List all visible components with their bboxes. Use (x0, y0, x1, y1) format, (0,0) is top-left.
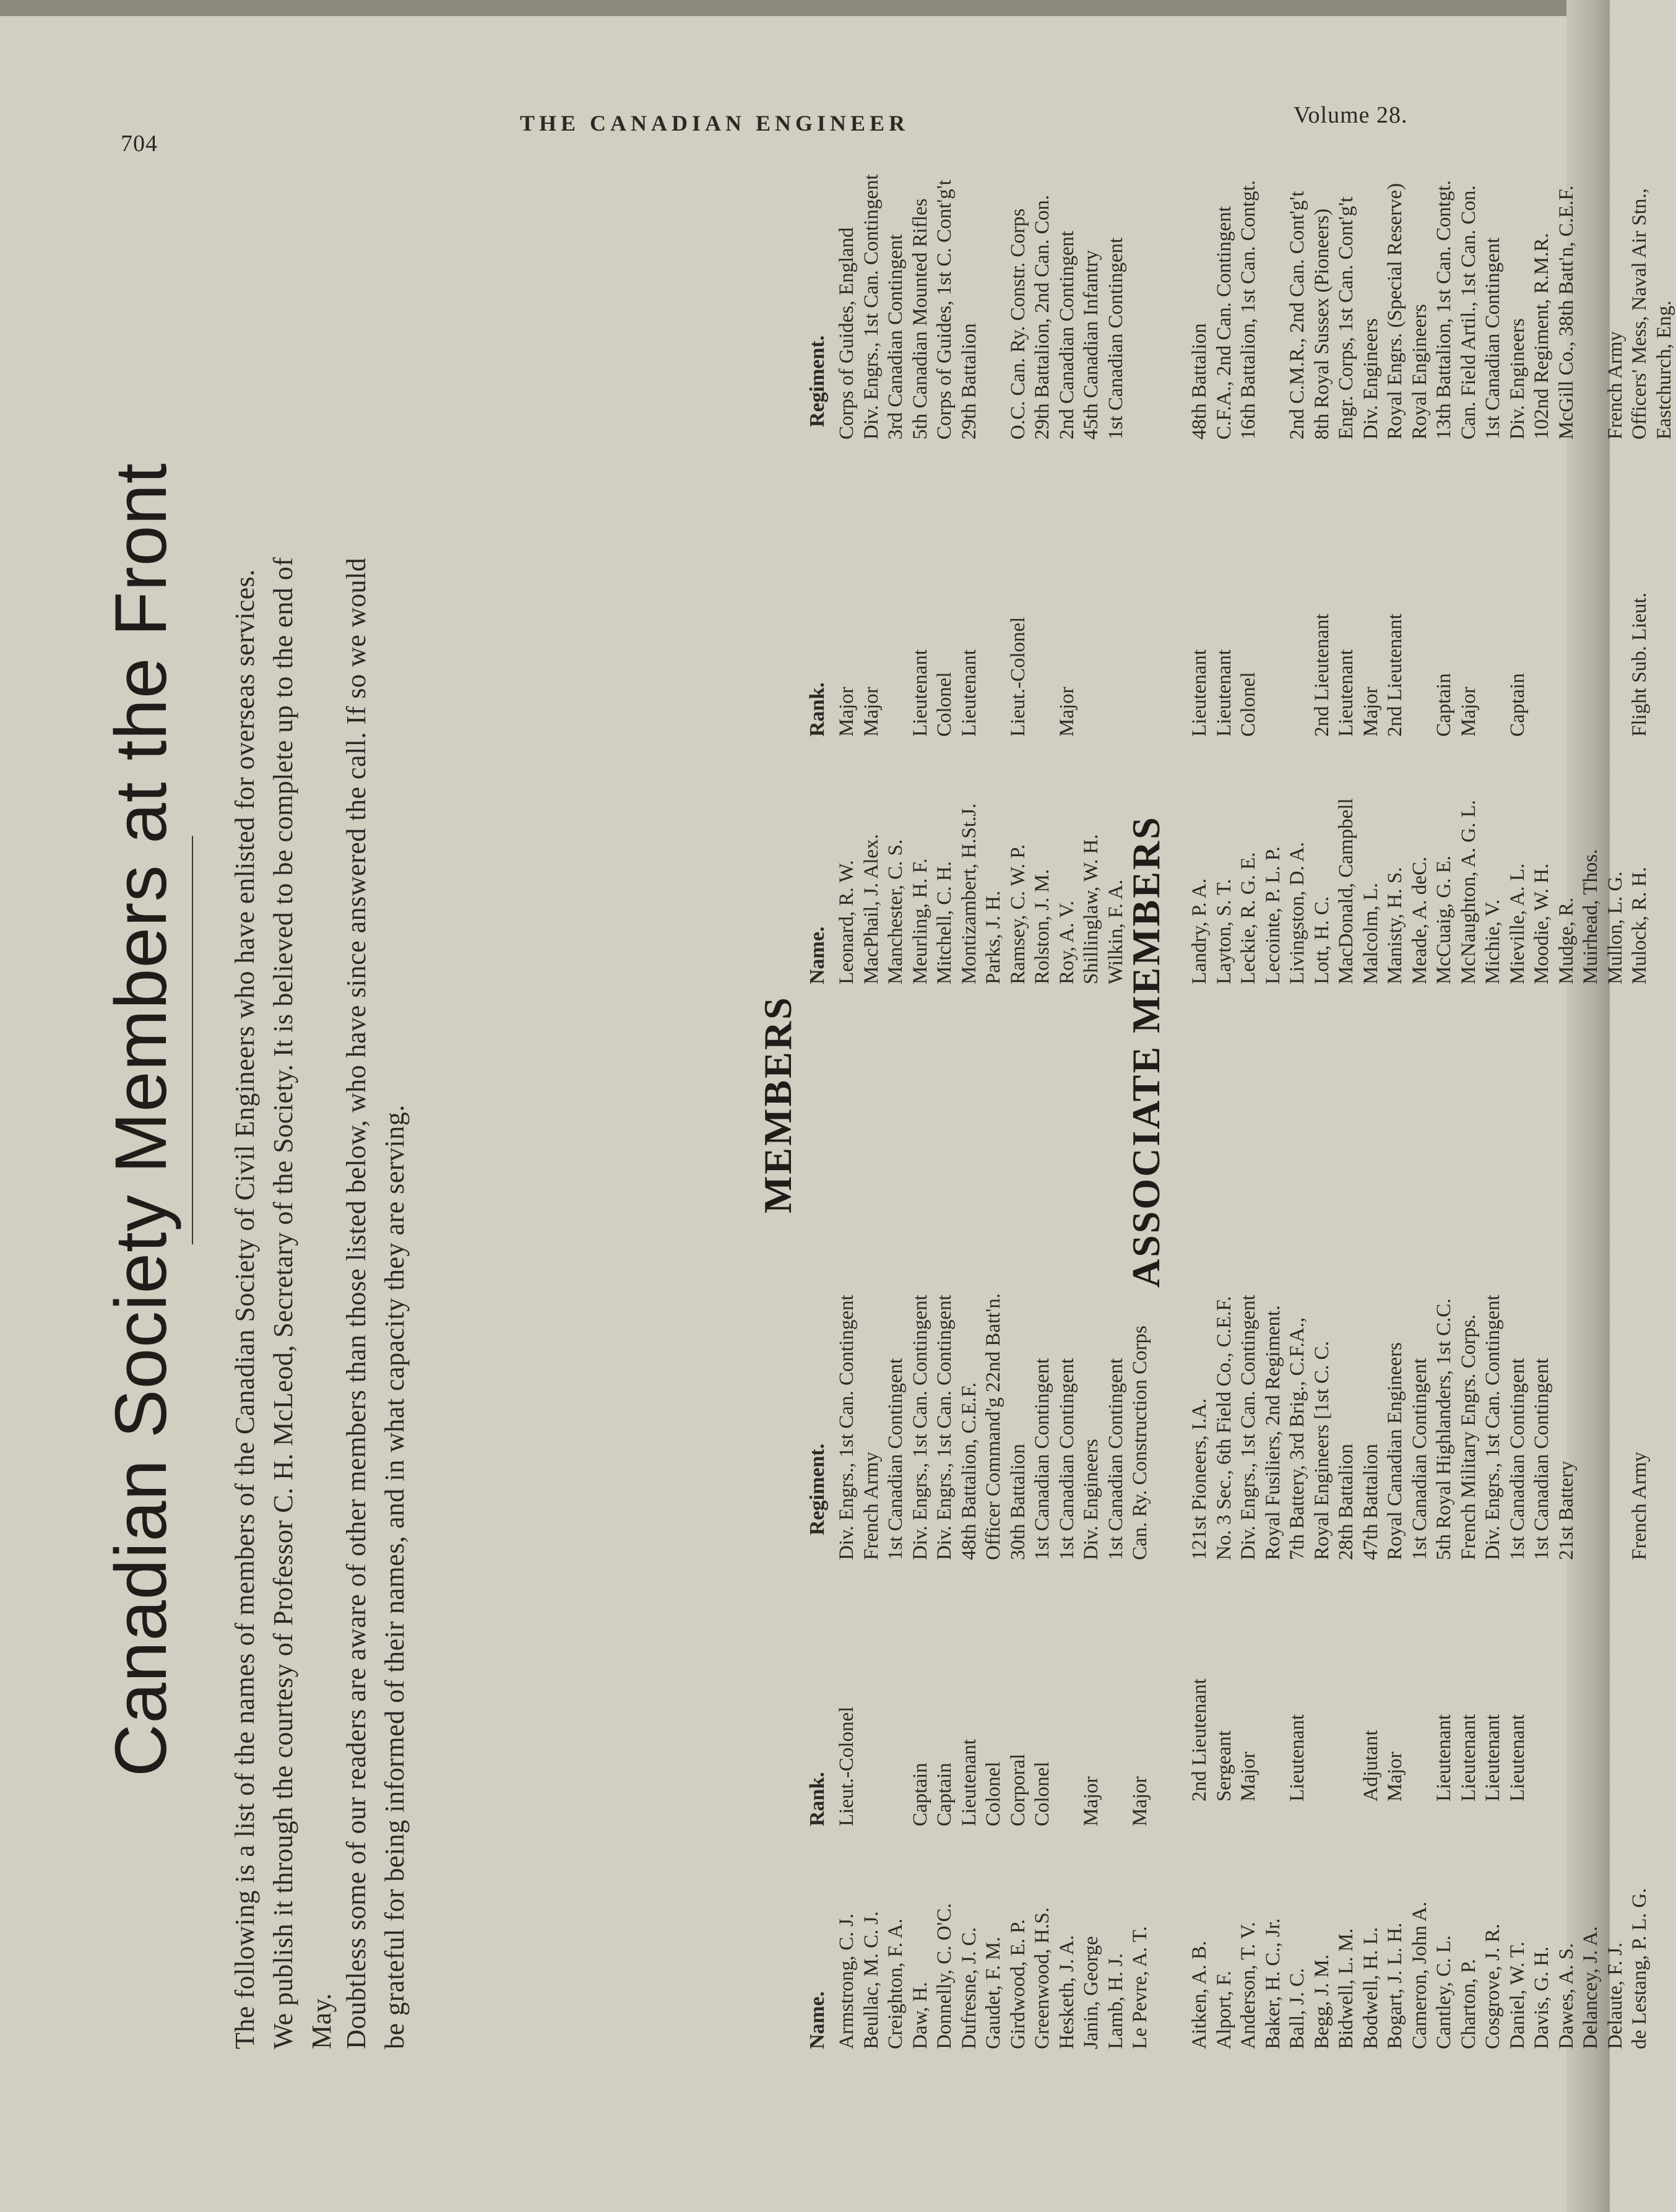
roster-rank: Major (1384, 1751, 1406, 1802)
roster-regiment: 121st Pioneers, I.A. (1188, 1398, 1211, 1560)
roster-regiment: 1st Canadian Contingent (1104, 237, 1127, 440)
roster-name: Manisty, H. S. (1384, 867, 1406, 984)
roster-regiment: Royal Engineers (1408, 303, 1431, 440)
roster-name: Malcolm, L. (1359, 882, 1382, 984)
col-name-header: Name. (806, 1991, 829, 2049)
roster-rank: Major (1129, 1776, 1151, 1826)
roster-name: MacPhail, J. Alex. (860, 834, 883, 984)
roster-name: Delancey, J. A. (1579, 1926, 1602, 2049)
roster-name: Bogart, J. L. H. (1384, 1922, 1406, 2049)
col-name-header-right: Name. (806, 926, 829, 984)
scan-top-edge (0, 0, 1610, 16)
roster-name: Leckie, R. G. E. (1237, 852, 1259, 984)
roster-regiment: Div. Engrs., 1st Can. Contingent (1482, 1295, 1504, 1560)
roster-regiment: Can. Ry. Construction Corps (1129, 1325, 1151, 1560)
roster-regiment: 29th Battalion (957, 323, 980, 440)
roster-rank: Major (1457, 687, 1480, 737)
roster-regiment: Div. Engrs., 1st Can. Contingent (909, 1295, 931, 1560)
roster-name: Leonard, R. W. (836, 860, 858, 984)
roster-rank: Sergeant (1212, 1730, 1235, 1802)
intro-paragraph-2: Doubtless some of our readers are aware of other members than those listed below, who have since answered the call. If so we would be grateful for being informed of their names, and in what capacity they are serving. (341, 557, 410, 2049)
roster-regiment: Royal Canadian Engineers (1384, 1342, 1406, 1560)
roster-name: Lott, H. C. (1310, 896, 1333, 984)
roster-regiment: 1st Canadian Contingent (1055, 1358, 1078, 1560)
roster-name: Manchester, C. S. (884, 839, 907, 984)
members-heading: MEMBERS (756, 995, 800, 1213)
roster-rank: Captain (933, 1763, 956, 1826)
roster-name: Alport, F. (1212, 1971, 1235, 2049)
roster-name: Meurling, H. F. (909, 858, 931, 984)
roster-name: Donnelly, C. O'C. (933, 1903, 956, 2049)
title-rule (192, 836, 193, 1244)
roster-regiment: Div. Engrs., 1st Can. Contingent (860, 174, 883, 440)
roster-name: Armstrong, C. J. (836, 1913, 858, 2049)
roster-name: Dufresne, J. C. (957, 1927, 980, 2049)
roster-rank: Colonel (933, 672, 956, 737)
roster-rank: Lieutenant (1335, 649, 1357, 737)
roster-regiment: Div. Engineers (1359, 318, 1382, 440)
roster-name: Rolston, J. M. (1031, 869, 1053, 984)
roster-name: McNaughton, A. G. L. (1457, 800, 1480, 984)
roster-name: Mitchell, C. H. (933, 861, 956, 984)
roster-regiment: Can. Field Artil., 1st Can. Con. (1457, 185, 1480, 440)
roster-regiment: 1st Canadian Contingent (1482, 237, 1504, 440)
roster-regiment: McGill Co., 38th Batt'n, C.E.F. (1555, 185, 1578, 440)
roster-regiment: French Army (860, 1451, 883, 1560)
roster-regiment: 16th Battalion, 1st Can. Contgt. (1237, 180, 1259, 440)
roster-rank: 2nd Lieutenant (1188, 1678, 1211, 1802)
roster-rank: Major (1237, 1751, 1259, 1802)
roster-name: de Lestang, P. L. G. (1628, 1888, 1651, 2049)
roster-name: Roy, A. V. (1055, 900, 1078, 984)
roster-regiment: Div. Engrs., 1st Can. Contingent (933, 1295, 956, 1560)
roster-name: Montizambert, H.St.J. (957, 803, 980, 984)
roster-regiment: French Army (1604, 331, 1626, 440)
roster-rank: Lieutenant (1482, 1714, 1504, 1802)
roster-rank: Flight Sub. Lieut. (1628, 592, 1651, 737)
roster-regiment: 29th Battalion, 2nd Can. Con. (1031, 194, 1053, 440)
roster-regiment: French Army (1628, 1451, 1651, 1560)
roster-rank: Lieutenant (1457, 1714, 1480, 1802)
roster-regiment: 1st Canadian Contingent (1531, 1358, 1553, 1560)
roster-name: Baker, H. C., Jr. (1261, 1918, 1284, 2049)
roster-rank: Lieutenant (957, 649, 980, 737)
col-rank-header-right: Rank. (806, 682, 829, 737)
roster-regiment: Eastchurch, Eng. (1652, 300, 1675, 440)
roster-regiment: 7th Battery, 3rd Brig., C.F.A., (1286, 1317, 1308, 1560)
roster-regiment: 30th Battalion (1006, 1444, 1029, 1560)
roster-name: Bodwell, H. L. (1359, 1927, 1382, 2049)
roster-regiment: 21st Battery (1555, 1460, 1578, 1560)
roster-rank: Lieut.-Colonel (836, 1706, 858, 1826)
roster-regiment: 5th Canadian Mounted Rifles (909, 198, 931, 440)
roster-name: Lecointe, P. L. P. (1261, 846, 1284, 984)
roster-regiment: 1st Canadian Contingent (1408, 1358, 1431, 1560)
roster-regiment: Div. Engineers (1506, 318, 1529, 440)
roster-regiment: 2nd C.M.R., 2nd Can. Cont'g't (1286, 191, 1308, 440)
roster-rank: Lieutenant (1506, 1714, 1529, 1802)
roster-name: Meade, A. deC. (1408, 856, 1431, 984)
roster-name: Layton, S. T. (1212, 878, 1235, 984)
roster-regiment: 5th Royal Highlanders, 1st C.C. (1433, 1298, 1455, 1560)
roster-regiment: Royal Fusiliers, 2nd Regiment. (1261, 1305, 1284, 1560)
roster-name: Lamb, H. J. (1104, 1953, 1127, 2049)
roster-regiment: 8th Royal Sussex (Pioneers) (1310, 208, 1333, 440)
roster-regiment: O.C. Can. Ry. Constr. Corps (1006, 208, 1029, 440)
roster-rank: Major (1080, 1776, 1102, 1826)
roster-rank: Colonel (982, 1761, 1004, 1826)
roster-name: McCuaig, G. E. (1433, 855, 1455, 984)
roster-rank: Captain (1506, 673, 1529, 737)
roster-rank: Major (836, 687, 858, 737)
roster-rank: Major (1359, 687, 1382, 737)
roster-name: Greenwood, H.S. (1031, 1907, 1053, 2049)
roster-name: Bidwell, L. M. (1335, 1928, 1357, 2049)
roster-regiment: Corps of Guides, England (836, 227, 858, 440)
roster-regiment: 28th Battalion (1335, 1444, 1357, 1560)
col-rank-header: Rank. (806, 1772, 829, 1826)
roster-rank: Colonel (1031, 1761, 1053, 1826)
roster-rank: Lieut.-Colonel (1006, 617, 1029, 737)
roster-name: Wilkin, F. A. (1104, 879, 1127, 984)
roster-regiment: French Military Engrs. Corps. (1457, 1314, 1480, 1560)
rotated-article (99, 31, 1675, 2049)
roster-rank: Lieutenant (1433, 1714, 1455, 1802)
roster-rank: Adjutant (1359, 1730, 1382, 1802)
roster-name: Michie, V. (1482, 899, 1504, 984)
roster-name: Muirhead, Thos. (1579, 849, 1602, 984)
col-regiment-header: Regiment. (806, 1443, 829, 1535)
roster-rank: Lieutenant (1188, 649, 1211, 737)
roster-rank: Lieutenant (1286, 1714, 1308, 1802)
roster-regiment: No. 3 Sec., 6th Field Co., C.E.F. (1212, 1296, 1235, 1560)
journal-title: THE CANADIAN ENGINEER (520, 111, 910, 136)
roster-regiment: 3rd Canadian Contingent (884, 234, 907, 440)
roster-regiment: 45th Canadian Infantry (1080, 249, 1102, 440)
roster-rank: 2nd Lieutenant (1384, 614, 1406, 737)
roster-name: Ball, J. C. (1286, 1967, 1308, 2049)
page-number: 704 (121, 131, 158, 157)
roster-regiment: 48th Battalion, C.E.F. (957, 1382, 980, 1560)
roster-name: Beullac, M. C. J. (860, 1911, 883, 2049)
roster-regiment: Officer Command'g 22nd Batt'n. (982, 1293, 1004, 1560)
roster-name: Daw, H. (909, 1982, 931, 2049)
roster-regiment: Div. Engineers (1080, 1439, 1102, 1560)
roster-name: Livingston, D. A. (1286, 841, 1308, 984)
roster-regiment: Royal Engineers [1st C. C. (1310, 1341, 1333, 1560)
roster-name: Cosgrove, J. R. (1482, 1924, 1504, 2049)
roster-name: Aitken, A. B. (1188, 1940, 1211, 2049)
roster-rank: Major (860, 687, 883, 737)
roster-regiment: C.F.A., 2nd Can. Contingent (1212, 206, 1235, 440)
roster-name: Charton, P. (1457, 1959, 1480, 2049)
roster-name: Mullon, L. G. (1604, 871, 1626, 984)
roster-name: Daniel, W. T. (1506, 1941, 1529, 2049)
col-regiment-header-right: Regiment. (806, 335, 829, 427)
roster-rank: Captain (909, 1763, 931, 1826)
roster-name: Davis, G. H. (1531, 1946, 1553, 2049)
roster-name: Girdwood, E. P. (1006, 1919, 1029, 2049)
roster-name: Ramsey, C. W. P. (1006, 844, 1029, 984)
roster-name: Begg, J. M. (1310, 1954, 1333, 2049)
roster-name: Creighton, F. A. (884, 1919, 907, 2049)
roster-regiment: 2nd Canadian Contingent (1055, 230, 1078, 440)
roster-rank: Captain (1433, 673, 1455, 737)
roster-regiment: 13th Battalion, 1st Can. Contgt. (1433, 180, 1455, 440)
roster-rank: Lieutenant (1212, 649, 1235, 737)
roster-rank: 2nd Lieutenant (1310, 614, 1333, 737)
roster-regiment: 1st Canadian Contingent (1031, 1358, 1053, 1560)
roster-regiment: Div. Engrs., 1st Can. Contingent (836, 1295, 858, 1560)
roster-name: Moodie, W. H. (1531, 863, 1553, 984)
volume-label: Volume 28. (1294, 102, 1408, 128)
roster-name: Delaute, F. J. (1604, 1942, 1626, 2049)
roster-regiment: 1st Canadian Contingent (884, 1358, 907, 1560)
roster-name: Cameron, John A. (1408, 1901, 1431, 2049)
roster-name: Mieville, A. L. (1506, 863, 1529, 984)
roster-regiment: 1st Canadian Contingent (1104, 1358, 1127, 1560)
roster-rank: Major (1055, 687, 1078, 737)
roster-name: Landry, P. A. (1188, 878, 1211, 984)
roster-regiment: Officers' Mess, Naval Air Stn., (1628, 188, 1651, 440)
roster-name: Shillinglaw, W. H. (1080, 834, 1102, 984)
roster-rank: Lieutenant (957, 1738, 980, 1826)
intro-paragraph: The following is a list of the names of members of the Canadian Society of Civil Engineers who have enlisted for overseas services. We publish it through the courtesy of Professor C. H. McLeod, Secretary of the Society. It is believed to be complete up to the end of May. (230, 557, 337, 2049)
roster-name: Parks, J. H. (982, 890, 1004, 984)
associate-members-heading: ASSOCIATE MEMBERS (1124, 815, 1168, 1288)
roster-name: Mulock, R. H. (1628, 867, 1651, 984)
article-title: Canadian Society Members at the Front (100, 462, 182, 1777)
roster-rank: Corporal (1006, 1753, 1029, 1826)
roster-rank: Colonel (1237, 672, 1259, 737)
roster-name: Hesketh, J. A. (1055, 1935, 1078, 2049)
roster-name: Dawes, A. S. (1555, 1943, 1578, 2049)
roster-regiment: Royal Engrs. (Special Reserve) (1384, 183, 1406, 440)
roster-regiment: Engr. Corps, 1st Can. Cont'g't (1335, 196, 1357, 440)
roster-name: Mudge, R. (1555, 897, 1578, 984)
roster-name: Gaudet, F. M. (982, 1937, 1004, 2049)
roster-rank: Lieutenant (909, 649, 931, 737)
roster-name: Cantley, C. L. (1433, 1935, 1455, 2049)
roster-regiment: Corps of Guides, 1st C. Cont'g't (933, 180, 956, 440)
roster-name: Anderson, T. V. (1237, 1922, 1259, 2049)
roster-name: MacDonald, Campbell (1335, 798, 1357, 984)
roster-regiment: Div. Engrs., 1st Can. Contingent (1237, 1295, 1259, 1560)
roster-regiment: 48th Battalion (1188, 323, 1211, 440)
roster-regiment: 47th Battalion (1359, 1444, 1382, 1560)
roster-regiment: 102nd Regiment, R.M.R. (1531, 233, 1553, 440)
roster-name: Le Pevre, A. T. (1129, 1926, 1151, 2049)
roster-regiment: 1st Canadian Contingent (1506, 1358, 1529, 1560)
roster-name: Janin, George (1080, 1936, 1102, 2049)
